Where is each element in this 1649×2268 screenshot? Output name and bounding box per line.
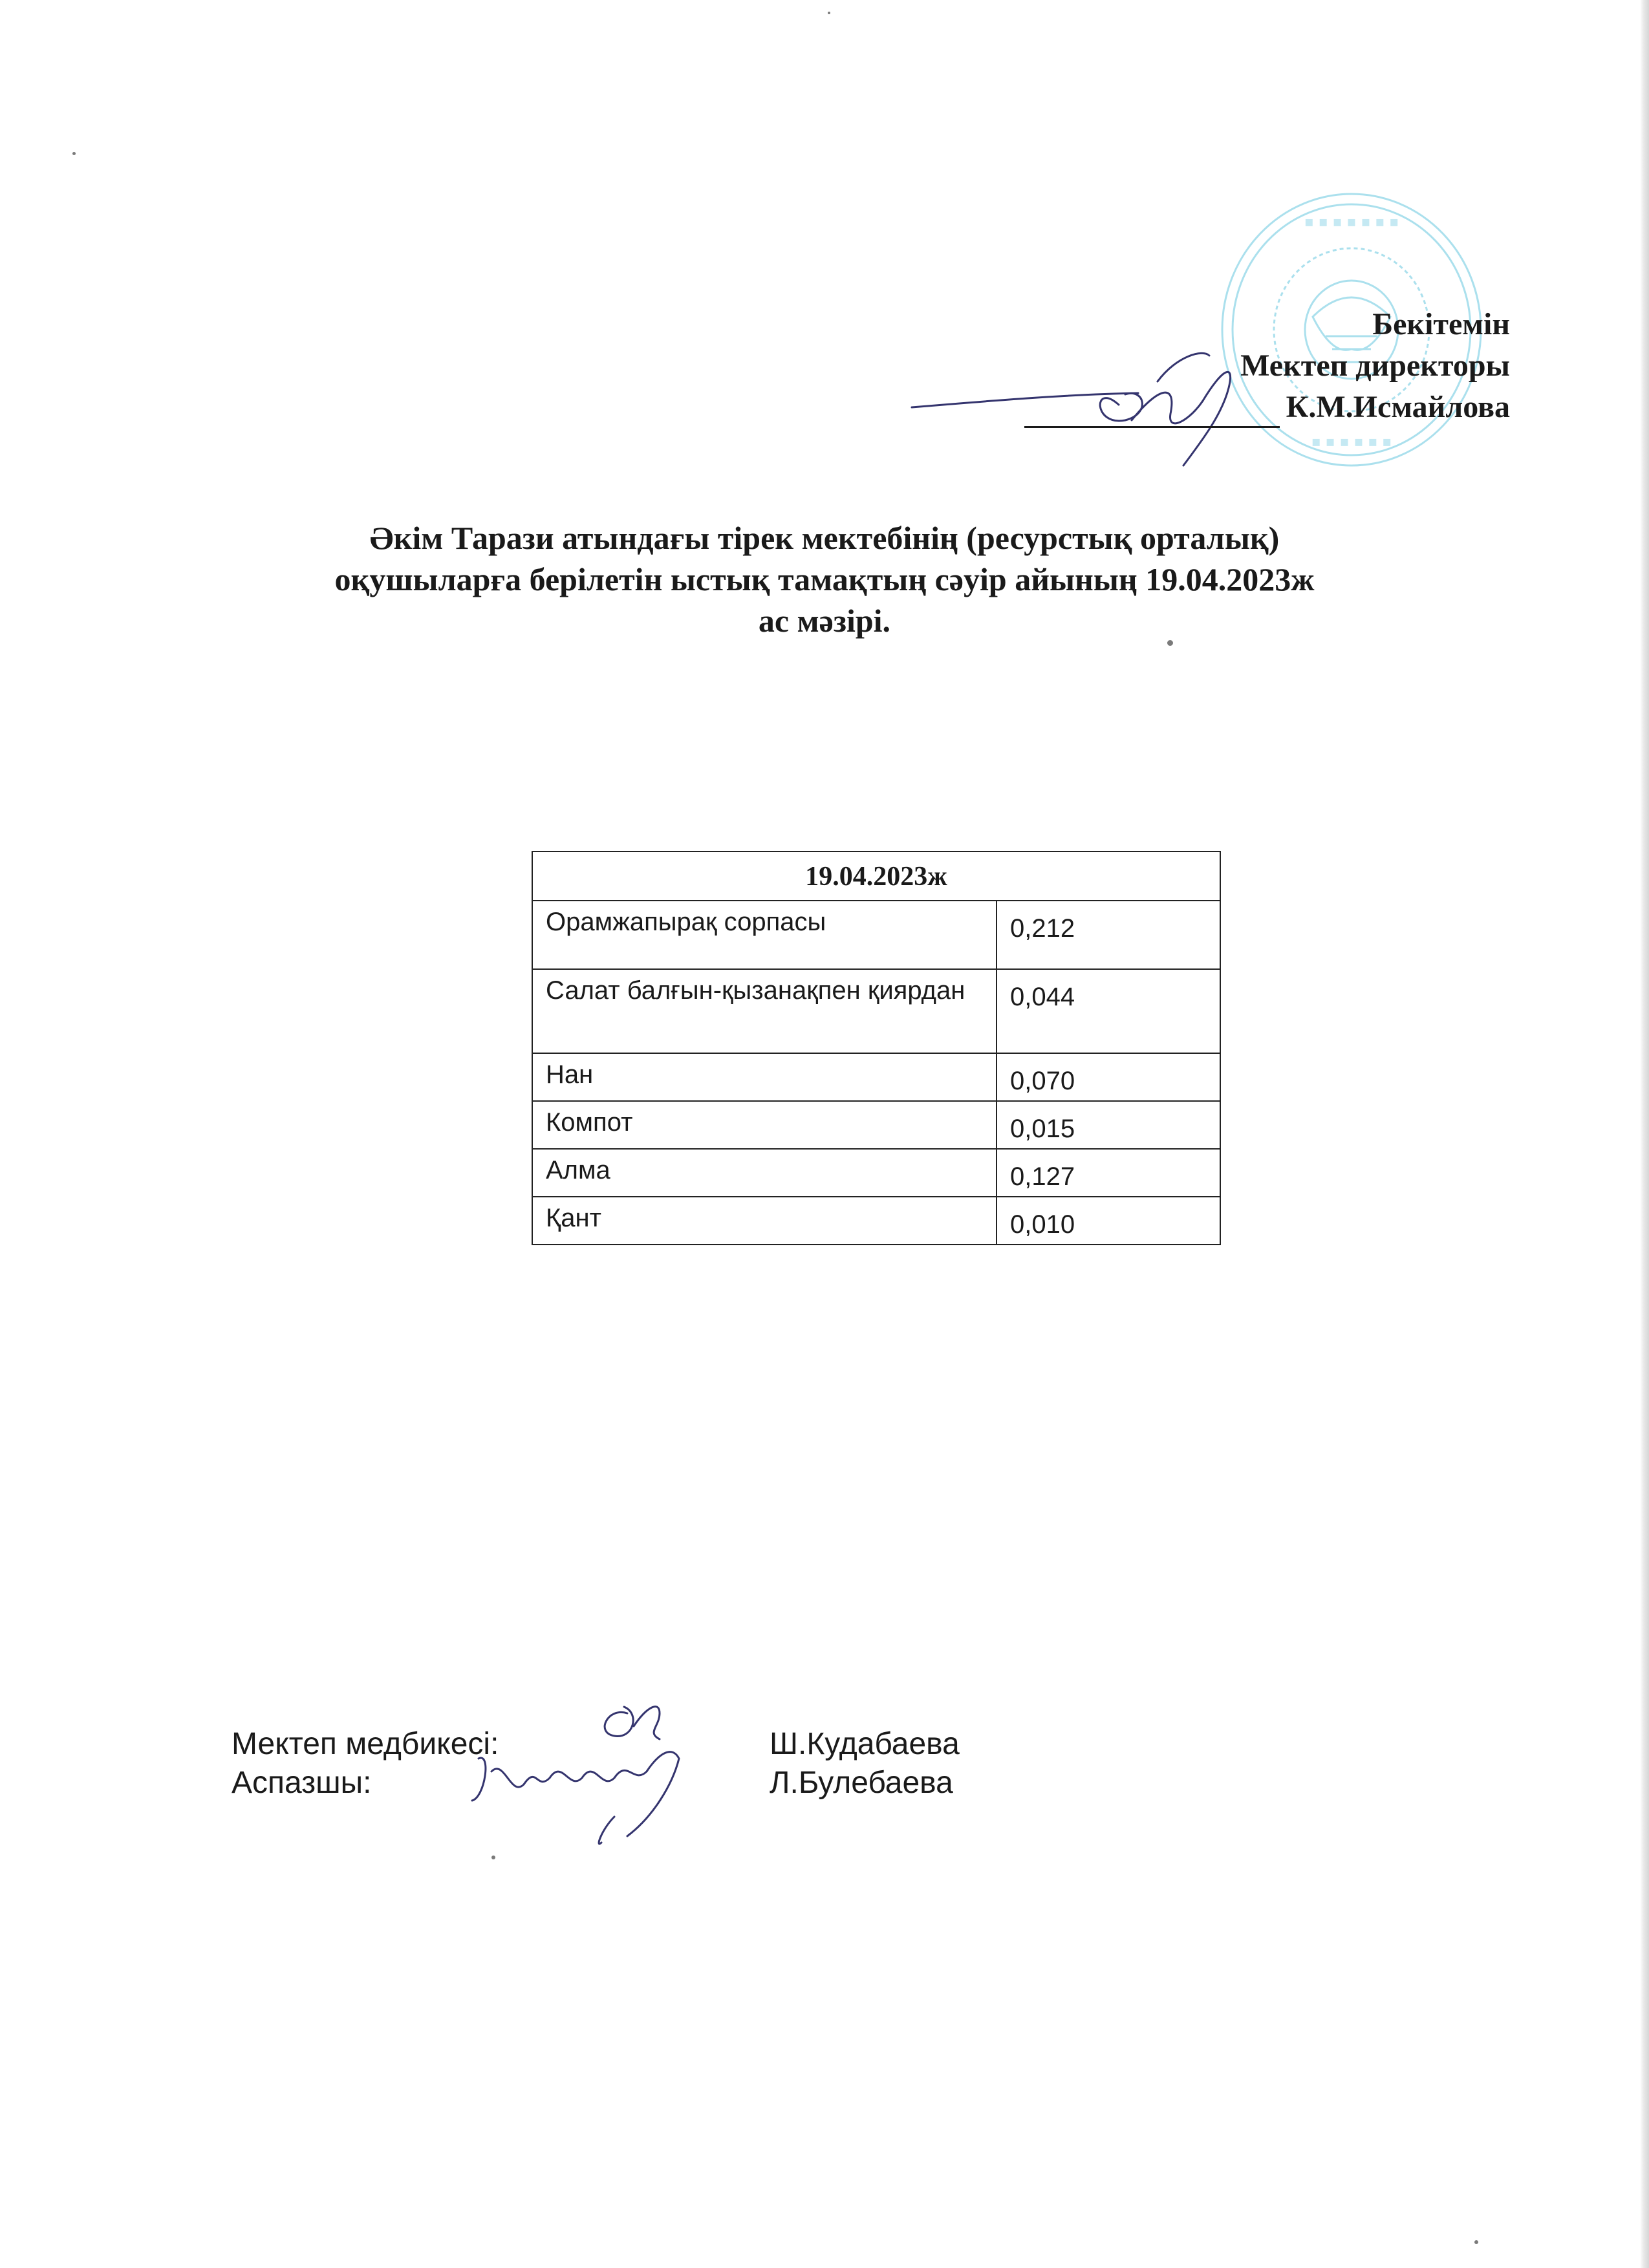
menu-item-name: Алма (532, 1149, 997, 1197)
svg-text:▪ ▪ ▪ ▪ ▪ ▪: ▪ ▪ ▪ ▪ ▪ ▪ (1311, 434, 1392, 450)
scan-speck (1167, 640, 1173, 646)
menu-item-name: Қант (532, 1197, 997, 1245)
menu-item-qty: 0,044 (997, 969, 1220, 1053)
menu-table-date-header: 19.04.2023ж (532, 851, 1220, 901)
title-line-1: Әкім Тарази атындағы тірек мектебінің (ресурстық орталық) (369, 520, 1280, 556)
table-row (532, 1197, 1220, 1245)
director-name: К.М.Исмайлова (1286, 390, 1510, 424)
menu-table (532, 851, 1221, 1245)
title-line-3: ас мәзірі. (758, 603, 891, 639)
document-title (0, 517, 1649, 641)
svg-text:▪ ▪ ▪ ▪ ▪ ▪ ▪: ▪ ▪ ▪ ▪ ▪ ▪ ▪ (1304, 214, 1399, 230)
director-signature-line (1024, 387, 1510, 428)
signatory-name: Л.Булебаева (770, 1766, 953, 1800)
menu-table-header-row (532, 851, 1220, 901)
menu-item-qty: 0,015 (997, 1101, 1220, 1149)
approve-label: Бекітемін (1372, 307, 1510, 341)
signatory-row (232, 1764, 1072, 1803)
table-row (532, 1053, 1220, 1101)
scan-speck (828, 12, 830, 14)
table-row (532, 1149, 1220, 1197)
signature-underline (1024, 392, 1280, 428)
menu-item-qty: 0,127 (997, 1149, 1220, 1197)
table-row (532, 901, 1220, 969)
menu-item-name: Салат балғын-қызанақпен қиярдан (532, 969, 997, 1053)
scan-speck (72, 152, 76, 155)
scan-speck (491, 1856, 495, 1859)
menu-item-qty: 0,070 (997, 1053, 1220, 1101)
scan-speck (1474, 2240, 1478, 2244)
signatories-block (232, 1725, 1072, 1803)
title-line-2: оқушыларға берілетін ыстық тамақтың сәуір айының 19.04.2023ж (334, 561, 1315, 597)
menu-item-qty: 0,010 (997, 1197, 1220, 1245)
menu-item-qty: 0,212 (997, 901, 1220, 969)
approval-block (1024, 304, 1510, 428)
table-row (532, 1101, 1220, 1149)
menu-item-name: Нан (532, 1053, 997, 1101)
menu-item-name: Компот (532, 1101, 997, 1149)
scan-page-edge (1640, 0, 1649, 2268)
menu-item-name: Орамжапырақ сорпасы (532, 901, 997, 969)
table-row (532, 969, 1220, 1053)
signatory-name: Ш.Кудабаева (770, 1727, 960, 1761)
director-position: Мектеп директоры (1240, 348, 1510, 383)
signatory-row (232, 1725, 1072, 1764)
signatory-role: Аспазшы: (232, 1766, 372, 1800)
signatory-role: Мектеп медбикесі: (232, 1727, 499, 1761)
